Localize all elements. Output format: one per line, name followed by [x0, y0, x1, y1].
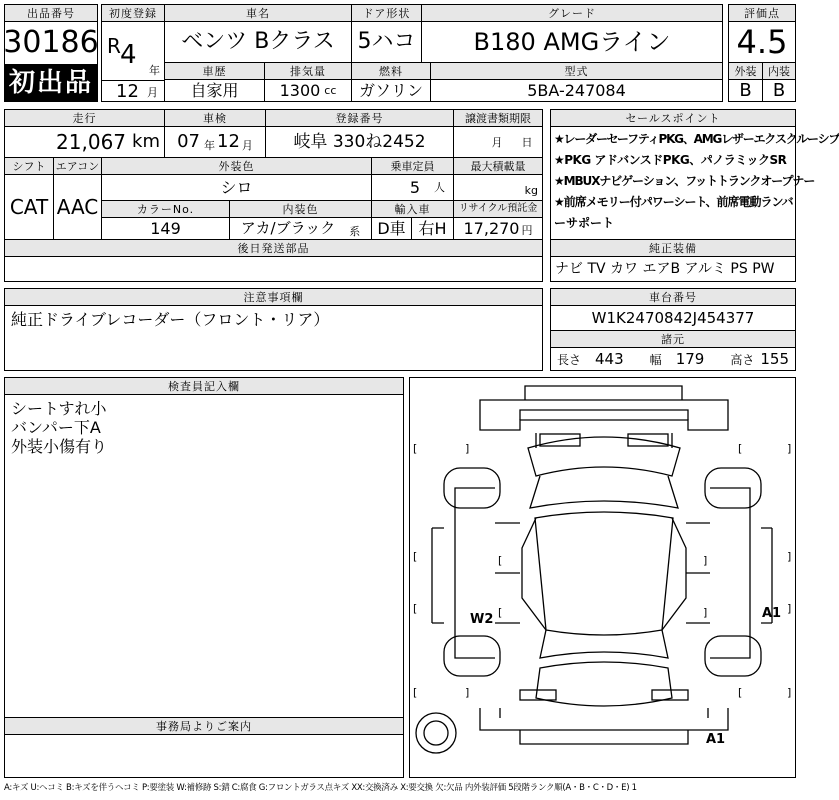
car-name-label: 車名 — [164, 4, 352, 22]
chassis-number-label: 車台番号 — [550, 288, 796, 306]
inspection-year: 07 — [177, 131, 200, 152]
later-parts — [4, 256, 543, 282]
notes-label: 注意事項欄 — [4, 288, 543, 306]
sales-point-item: ★前席メモリー付パワーシート、前席電動ランバ — [554, 195, 793, 209]
color-number: 149 — [101, 217, 230, 240]
first-registration-label: 初度登録 — [101, 4, 165, 22]
svg-text:[: [ — [738, 686, 743, 699]
fuel-label: 燃料 — [351, 62, 431, 80]
car-outline-diagram — [410, 378, 795, 777]
inspector-remark-line: バンパー下A — [11, 418, 101, 437]
capacity-unit: 人 — [434, 181, 445, 194]
door-type-label: ドア形状 — [351, 4, 422, 22]
capacity — [371, 174, 454, 201]
inspector-remark-line: 外装小傷有り — [11, 437, 108, 456]
svg-text:]: ] — [465, 686, 470, 699]
model-code-label: 型式 — [430, 62, 723, 80]
interior-color-value: アカ/ブラック — [240, 219, 336, 237]
height-value: 155 — [760, 349, 789, 368]
svg-text:[: [ — [738, 442, 743, 455]
chassis-number: W1K2470842J454377 — [550, 305, 796, 331]
svg-text:]: ] — [703, 606, 708, 619]
sales-points-label: セールスポイント — [550, 109, 796, 127]
legend: A:キズ U:ヘコミ B:キズを伴うヘコミ P:要塗装 W:補修跡 S:錆 C:腐食 G:フロントガラス点キズ XX:交換済み X:要交換 欠:欠品 内外装評価 5段階ランク順(A・B・C・D・E) 1 — [4, 783, 637, 793]
dimensions — [550, 347, 796, 371]
svg-text:]: ] — [787, 602, 792, 615]
svg-text:]: ] — [465, 442, 470, 455]
mileage — [4, 126, 165, 158]
first-listing-badge: 初出品 — [4, 64, 98, 102]
air-conditioner: AAC — [53, 174, 102, 240]
damage-mark-a1-rear: A1 — [706, 732, 726, 747]
steering-side: 右H — [411, 217, 454, 240]
car-name: ベンツ Bクラス — [164, 21, 352, 63]
shift: CAT — [4, 174, 54, 240]
inspector-remarks — [4, 394, 404, 718]
equipment: ナビ TV カワ エアB アルミ PS PW — [550, 256, 796, 282]
svg-text:]: ] — [703, 554, 708, 567]
model-code: 5BA-247084 — [430, 79, 723, 102]
notes — [4, 305, 543, 371]
import-label: 輸入車 — [371, 200, 454, 218]
length-label: 長さ — [557, 352, 582, 367]
month-unit: 月 — [147, 86, 158, 99]
damage-mark-w2: W2 — [470, 612, 494, 627]
height-label: 高さ — [730, 352, 755, 367]
max-load-label: 最大積載量 — [453, 157, 543, 175]
damage-mark-a1-side: A1 — [762, 606, 782, 621]
overall-score: 4.5 — [728, 21, 796, 63]
specs-label: 諸元 — [550, 330, 796, 348]
inspection-label: 車検 — [164, 109, 266, 127]
svg-text:[: [ — [413, 550, 418, 563]
sales-point-item: ★PKG アドバンスドPKG、パノラミックSR — [554, 153, 787, 167]
capacity-label: 乗車定員 — [371, 157, 454, 175]
later-parts-label: 後日発送部品 — [4, 239, 543, 257]
interior-color-label: 内装色 — [229, 200, 372, 218]
interior-color-unit: 系 — [349, 225, 361, 238]
exterior-color-label: 外装色 — [101, 157, 372, 175]
registration-year: 4 — [120, 40, 137, 70]
grade: B180 AMGライン — [421, 21, 723, 63]
recycle-deposit — [453, 217, 543, 240]
transfer-deadline-label: 譲渡書類期限 — [453, 109, 543, 127]
office-notice — [4, 734, 404, 778]
displacement — [264, 79, 352, 102]
displacement-label: 排気量 — [264, 62, 352, 80]
grade-label: グレード — [421, 4, 723, 22]
car-history: 自家用 — [164, 79, 265, 102]
car-history-label: 車歴 — [164, 62, 265, 80]
displacement-unit: cc — [324, 84, 337, 97]
door-type: 5ハコ — [351, 21, 422, 63]
score-label: 評価点 — [728, 4, 796, 22]
exterior-color: シロ — [101, 174, 372, 201]
color-number-label: カラーNo. — [101, 200, 230, 218]
sales-points — [550, 126, 839, 240]
inspector-remarks-label: 検査員記入欄 — [4, 377, 404, 395]
transfer-deadline — [453, 126, 543, 158]
max-load — [453, 174, 543, 201]
vehicle-diagram — [409, 377, 796, 778]
interior-score: B — [762, 79, 796, 102]
equipment-label: 純正装備 — [550, 239, 796, 257]
shift-label: シフト — [4, 157, 54, 175]
sales-point-item: ★MBUXナビゲーション、フットトランクオープナー — [554, 174, 815, 188]
svg-text:]: ] — [787, 550, 792, 563]
air-conditioner-label: エアコン — [53, 157, 102, 175]
svg-text:[: [ — [413, 442, 418, 455]
first-registration-year — [101, 21, 165, 81]
width-label: 幅 — [649, 352, 662, 367]
lot-number-label: 出品番号 — [4, 4, 98, 22]
plate-label: 登録番号 — [265, 109, 454, 127]
svg-text:]: ] — [787, 686, 792, 699]
recycle-deposit-unit: 円 — [521, 224, 533, 237]
first-registration-month — [101, 80, 165, 102]
recycle-deposit-value: 17,270 — [463, 218, 520, 238]
transfer-day-unit: 日 — [521, 135, 533, 149]
svg-text:]: ] — [787, 442, 792, 455]
inspection-year-unit: 年 — [204, 138, 215, 152]
inspection-month: 12 — [217, 131, 240, 152]
capacity-value: 5 — [409, 177, 420, 197]
interior-label: 内装 — [762, 62, 796, 80]
plate-number: 岐阜 330ね2452 — [265, 126, 454, 158]
year-unit: 年 — [149, 64, 160, 77]
length-value: 443 — [595, 349, 624, 368]
inspector-remark-line: シートすれ小 — [11, 399, 107, 418]
mileage-unit: km — [132, 131, 160, 152]
svg-text:[: [ — [498, 606, 503, 619]
exterior-label: 外装 — [728, 62, 763, 80]
displacement-value: 1300 — [279, 80, 321, 100]
inspection-month-unit: 月 — [241, 138, 253, 152]
registration-month: 12 — [116, 81, 139, 102]
era: R — [107, 34, 121, 58]
mileage-value: 21,067 — [56, 130, 127, 154]
lot-number: 30186 — [4, 21, 98, 65]
svg-text:[: [ — [413, 686, 418, 699]
exterior-score: B — [728, 79, 763, 102]
notes-text: 純正ドライブレコーダー（フロント・リア） — [11, 310, 330, 329]
recycle-deposit-label: リサイクル預託金 — [453, 200, 543, 218]
svg-text:[: [ — [413, 602, 418, 615]
import-type: D車 — [371, 217, 412, 240]
fuel: ガソリン — [351, 79, 431, 102]
sales-point-item: ーサポート — [554, 216, 615, 230]
sales-point-item: ★レーダーセーフティPKG、AMGレザーエクスクルーシブ — [554, 132, 839, 146]
inspection-date — [164, 126, 266, 158]
svg-text:[: [ — [498, 554, 503, 567]
width-value: 179 — [675, 349, 705, 368]
interior-color — [229, 217, 372, 240]
office-notice-label: 事務局よりご案内 — [4, 717, 404, 735]
transfer-month-unit: 月 — [491, 135, 503, 149]
mileage-label: 走行 — [4, 109, 165, 127]
max-load-unit: kg — [524, 184, 538, 197]
